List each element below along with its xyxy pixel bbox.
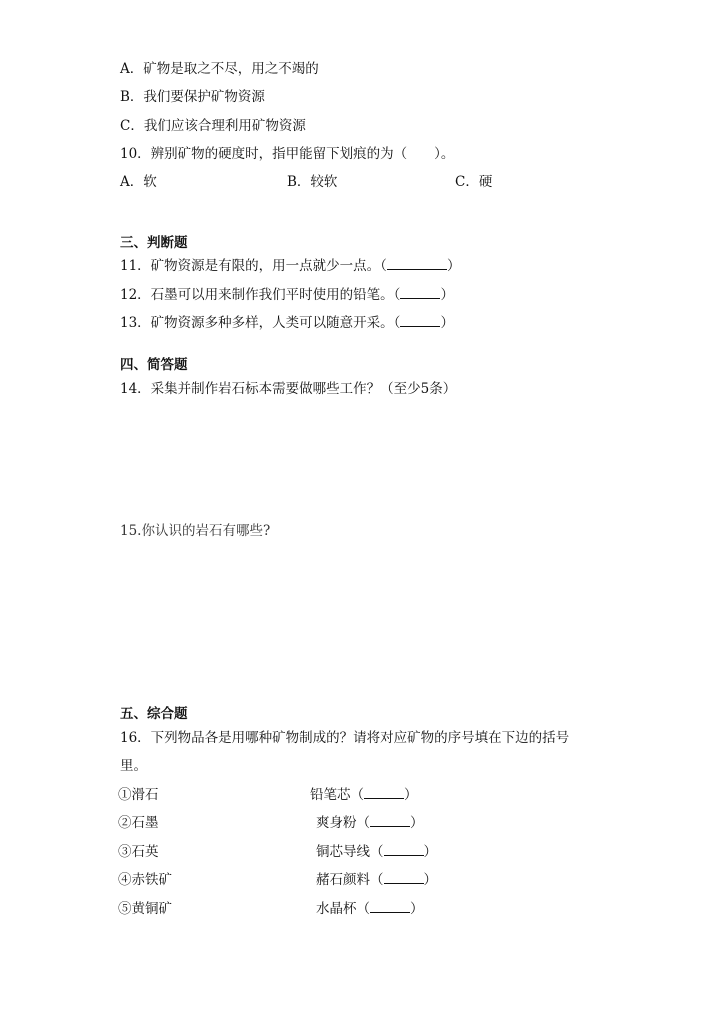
mineral-1: ①滑石 bbox=[118, 787, 159, 803]
q10-option-c: C．硬 bbox=[455, 174, 493, 190]
mineral-2: ②石墨 bbox=[118, 815, 159, 831]
product-1-text: 铅笔芯（ bbox=[310, 787, 364, 803]
product-4 bbox=[316, 871, 437, 889]
mineral-3: ③石英 bbox=[118, 844, 159, 860]
q14: 14．采集并制作岩石标本需要做哪些工作？（至少5条） bbox=[120, 381, 457, 397]
product-3-close: ） bbox=[423, 844, 437, 860]
q12-close: ） bbox=[440, 287, 454, 303]
product-3-answer-blank[interactable] bbox=[384, 843, 424, 856]
q10-stem: 10．辨别矿物的硬度时，指甲能留下划痕的为（ ）。 bbox=[120, 146, 455, 162]
product-2 bbox=[316, 814, 424, 832]
q11-text: 11．矿物资源是有限的，用一点就少一点。（ bbox=[120, 258, 387, 274]
product-2-close: ） bbox=[410, 815, 424, 831]
product-5-close: ） bbox=[410, 901, 424, 917]
product-5-text: 水晶杯（ bbox=[316, 901, 370, 917]
q13-answer-blank[interactable] bbox=[400, 314, 440, 327]
q10-option-a: A．软 bbox=[120, 174, 157, 190]
q13-text: 13．矿物资源多种多样，人类可以随意开采。（ bbox=[120, 315, 401, 331]
section-3-title: 三、判断题 bbox=[120, 235, 188, 251]
product-3-text: 铜芯导线（ bbox=[316, 844, 384, 860]
section-5-title: 五、综合题 bbox=[120, 706, 188, 722]
product-5 bbox=[316, 900, 424, 918]
q12-text: 12．石墨可以用来制作我们平时使用的铅笔。（ bbox=[120, 287, 401, 303]
product-2-answer-blank[interactable] bbox=[370, 814, 410, 827]
q11-close: ） bbox=[446, 258, 461, 274]
q9-option-a: A．矿物是取之不尽，用之不竭的 bbox=[120, 61, 319, 77]
product-4-close: ） bbox=[423, 872, 437, 888]
q11 bbox=[120, 257, 460, 275]
q16-stem-line1: 16．下列物品各是用哪种矿物制成的？请将对应矿物的序号填在下边的括号 bbox=[120, 730, 570, 746]
product-1-answer-blank[interactable] bbox=[364, 786, 404, 799]
mineral-4: ④赤铁矿 bbox=[118, 872, 172, 888]
q11-answer-blank[interactable] bbox=[387, 257, 447, 270]
q16-stem-line2: 里。 bbox=[120, 758, 147, 774]
q12 bbox=[120, 286, 454, 304]
product-4-answer-blank[interactable] bbox=[384, 871, 424, 884]
q10-option-b: B．较软 bbox=[287, 174, 338, 190]
product-4-text: 赭石颜料（ bbox=[316, 872, 384, 888]
product-1-close: ） bbox=[404, 787, 418, 803]
mineral-5: ⑤黄铜矿 bbox=[118, 901, 172, 917]
product-5-answer-blank[interactable] bbox=[370, 900, 410, 913]
q12-answer-blank[interactable] bbox=[400, 286, 440, 299]
product-3 bbox=[316, 843, 437, 861]
q9-option-b: B．我们要保护矿物资源 bbox=[120, 89, 265, 105]
q9-option-c: C．我们应该合理利用矿物资源 bbox=[120, 118, 306, 134]
product-1 bbox=[310, 786, 418, 804]
section-4-title: 四、简答题 bbox=[120, 357, 188, 373]
product-2-text: 爽身粉（ bbox=[316, 815, 370, 831]
q13 bbox=[120, 314, 454, 332]
q15: 15.你认识的岩石有哪些? bbox=[120, 523, 271, 539]
q13-close: ） bbox=[440, 315, 454, 331]
